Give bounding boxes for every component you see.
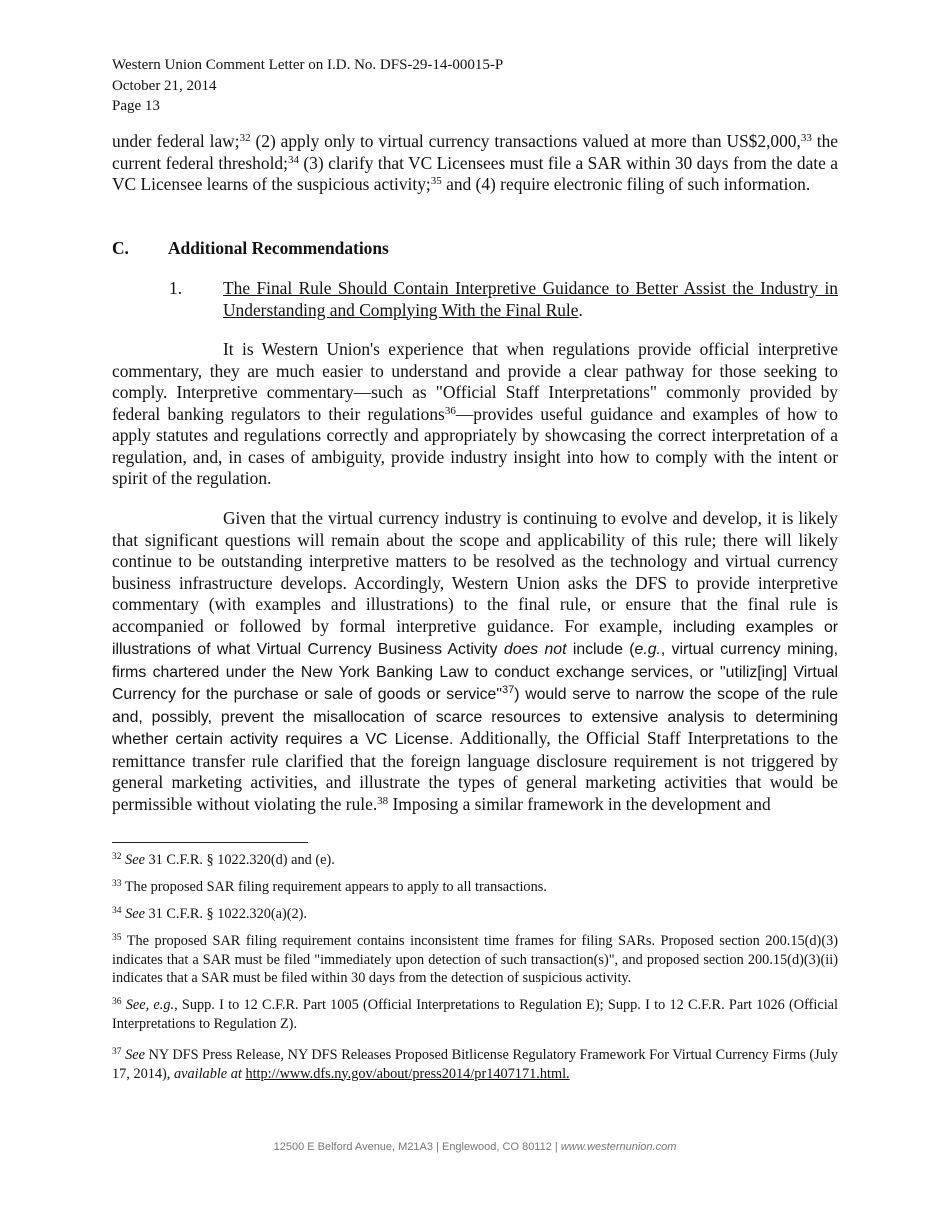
paragraph-interpretive-commentary: It is Western Union's experience that when regulations provide official interpretive commentary, they are much easier to understand and provide a clear pathway for those seeking to comply. Interpretive commentary—such as "Official Staff Interpretations" commonly provided by federal banking regulators to their regulations$^{36}$—provides useful guidance and examples of how to apply statutes and regulations correctly and appropriately by showcasing the correct interpretation of a regulation, and, in cases of ambiguity, provide industry insight into how to comply with the intent or spirit of the regulation. bbox=[112, 339, 838, 488]
footnote-34: $^{34}$ See 31 C.F.R. § 1022.320(a)(2). bbox=[112, 906, 307, 922]
header-date: October 21, 2014 bbox=[112, 77, 217, 94]
intro-paragraph: under federal law;$^{32}$ (2) apply only to virtual currency transactions valued at more than US$2,000,33 the current federal threshold;$^{34}$ (3) clarify that VC Licensees must file a SAR within 30 days from the date a VC Licensee learns of the suspicious activity;$^{35}$ and (4) require electronic filing of such information. bbox=[112, 131, 838, 194]
header-title: Western Union Comment Letter on I.D. No. DFS-29-14-00015-P bbox=[112, 57, 504, 73]
footnote-ref-37[interactable]: 37 bbox=[501, 684, 515, 696]
paragraph-virtual-currency: Given that the virtual currency industry is continuing to evolve and develop, it is likely that significant questions will remain about the scope and applicability of this rule; there will likely continue to be outstanding interpretive matters to be resolved as the technology and virtual currency business infrastructure develops. Accordingly, Western Union asks the DFS to provide interpretive commentary (with examples and illustrations) to the final rule, or ensure that the final rule is accompanied or followed by formal interpretive guidance. For example, including examples or illustrations of what Virtual Currency Business Activity does not include (e.g., virtual currency mining, firms chartered under the New York Banking Law to conduct exchange services, or "utiliz[ing] Virtual Currency for the purchase or sale of goods or service"$^{37}$) would serve to narrow the scope of the rule and, possibly, prevent the misallocation of scarce resources to extensive analysis to determining whether certain activity requires a VC License. Additionally, the Official Staff Interpretations to the remittance transfer rule clarified that the foreign language disclosure requirement is not triggered by general marketing activities, and illustrate the types of general marketing activities that would be permissible without violating the rule.$^{38}$ Imposing a similar framework in the development and bbox=[112, 508, 839, 814]
calibri-passage: including examples or illustrations of what Virtual Currency Business Activity does not include (e.g., virtual currency mining, firms chartered under the New York Banking Law to conduct exchange services, or "utiliz[ing] Virtual Currency for the purchase or sale of goods or service"$^{37}$) would serve to narrow the scope of the rule and, possibly, prevent the misallocation of scarce resources to extensive analysis to determining whether certain activity requires a VC License. bbox=[112, 618, 839, 748]
footnote-separator bbox=[112, 842, 308, 843]
footnote-ref-34[interactable]: 34 bbox=[287, 153, 299, 166]
section-letter: C. bbox=[112, 238, 129, 258]
footnote-ref-36[interactable]: 36 bbox=[444, 404, 456, 417]
footnote-ref-38[interactable]: 38 bbox=[377, 794, 389, 807]
press-release-link[interactable]: http://www.dfs.ny.gov/about/press2014/pr1407171.html. bbox=[245, 1065, 570, 1082]
page-footer bbox=[0, 1141, 950, 1153]
header-page-number: Page 13 bbox=[112, 98, 160, 114]
footnote-ref-35[interactable]: 35 bbox=[430, 175, 442, 187]
footnote-ref-32[interactable]: 32 bbox=[239, 132, 251, 144]
footnote-ref-33[interactable]: 33 bbox=[800, 132, 812, 144]
section-heading bbox=[112, 238, 389, 259]
subsection-number: 1. bbox=[169, 278, 183, 298]
footnote-37: $^{37}$ See NY DFS Press Release, NY DFS Releases Proposed Bitlicense Regulatory Framework For Virtual Currency Firms (July 17, 2014), available at http://www.dfs.ny.gov/about/press2014/pr1407171.html. bbox=[112, 1047, 838, 1082]
footer-website-link[interactable]: www.westernunion.com bbox=[560, 1141, 677, 1153]
subsection-title: The Final Rule Should Contain Interpretive Guidance to Better Assist the Industry in Understanding and Complying With the Final Rule. bbox=[223, 278, 838, 320]
footnote-36: $^{36}$ See, e.g., Supp. I to 12 C.F.R. Part 1005 (Official Interpretations to Regulation E); Supp. I to 12 C.F.R. Part 1026 (Official Interpretations to Regulation Z). bbox=[112, 997, 838, 1032]
section-title: Additional Recommendations bbox=[168, 238, 389, 258]
letter-header bbox=[112, 55, 503, 117]
footnote-32: $^{32}$ See 31 C.F.R. § 1022.320(d) and (e). bbox=[112, 852, 335, 868]
footnote-33: $^{33}$ The proposed SAR filing requirement appears to apply to all transactions. bbox=[112, 879, 547, 895]
footer-address: 12500 E Belford Avenue, M21A3 | Englewood, CO 80112 | bbox=[273, 1141, 561, 1153]
footnote-35: $^{35}$ The proposed SAR filing requirement contains inconsistent time frames for filing SARs. Proposed section 200.15(d)(3) indicates that a SAR must be filed "immediately upon detection of such transaction(s)", and proposed section 200.15(d)(3)(ii) indicates that a SAR must be filed within 30 days from the detection of suspicious activity. bbox=[112, 933, 838, 986]
